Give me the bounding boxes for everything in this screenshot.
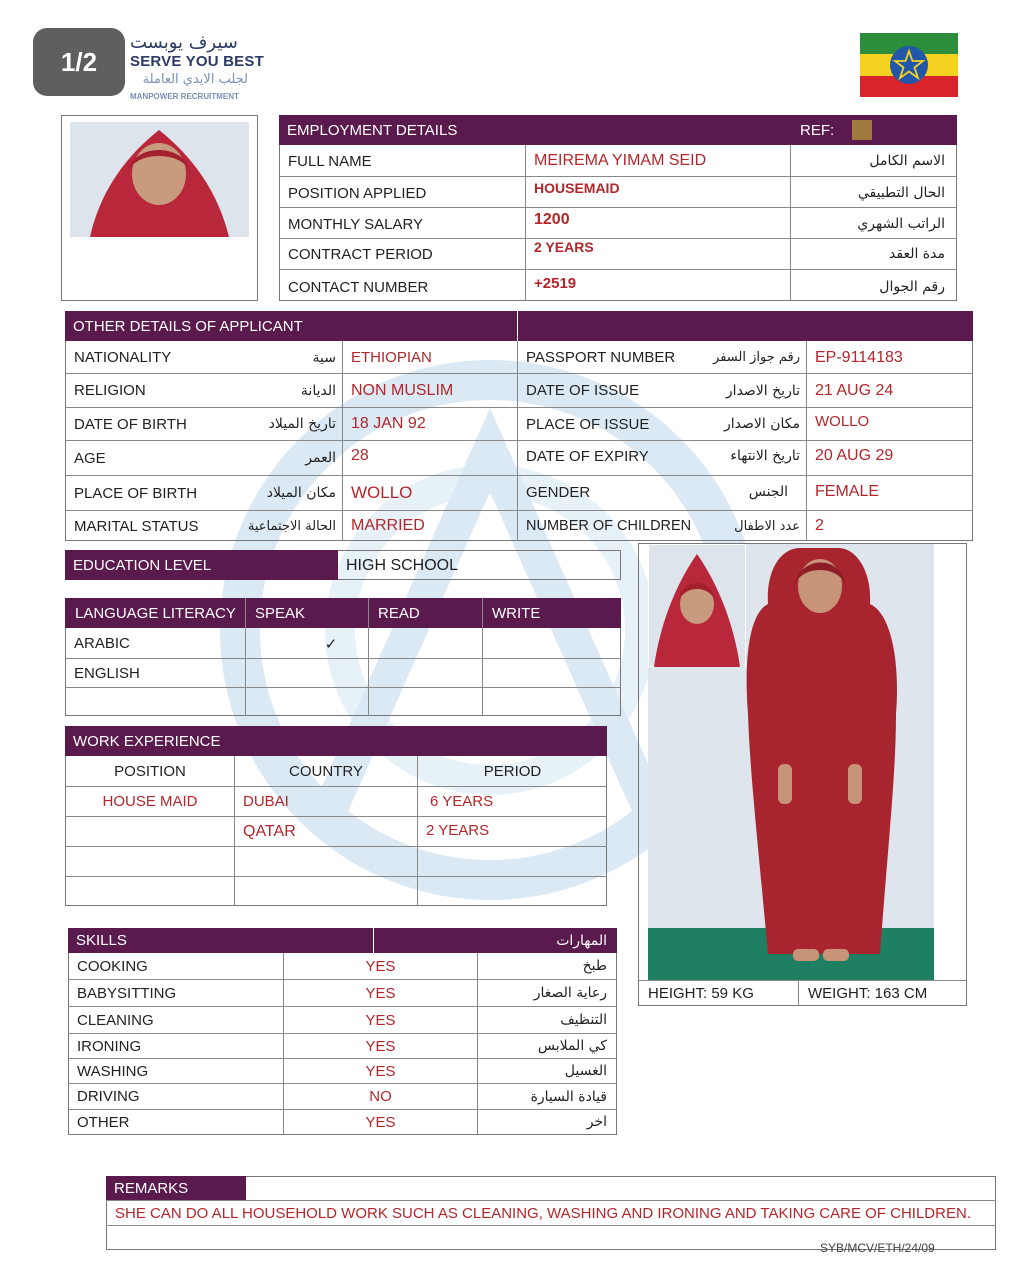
monthly-salary-label: MONTHLY SALARY bbox=[288, 215, 424, 233]
logo-arabic: سيرف يوبست bbox=[130, 32, 238, 53]
employment-header-label: EMPLOYMENT DETAILS bbox=[287, 121, 458, 139]
applicant-headshot-photo bbox=[70, 122, 249, 237]
place-of-birth-value: WOLLO bbox=[351, 483, 413, 502]
position-applied-value: HOUSEMAID bbox=[534, 180, 620, 196]
full-name-arabic: الاسم الكامل bbox=[869, 153, 945, 169]
religion-label: RELIGION bbox=[74, 382, 146, 399]
skill-ironing-label: IRONING bbox=[77, 1037, 142, 1055]
work-col-position: POSITION bbox=[114, 763, 186, 780]
date-of-expiry-label: DATE OF EXPIRY bbox=[526, 447, 649, 465]
number-of-children-arabic: عدد الاطفال bbox=[734, 518, 800, 534]
contact-number-value: +2519 bbox=[534, 274, 577, 292]
skill-driving-value: NO bbox=[369, 1088, 392, 1105]
date-of-issue-arabic: تاريخ الاصدار bbox=[725, 382, 800, 399]
applicant-full-body-photo bbox=[648, 544, 934, 980]
religion-value: NON MUSLIM bbox=[351, 381, 454, 399]
height-measurement: HEIGHT: 59 KG bbox=[648, 985, 754, 1002]
gender-value: FEMALE bbox=[815, 483, 880, 500]
marital-status-label: MARITAL STATUS bbox=[74, 517, 199, 535]
language-header bbox=[65, 598, 621, 628]
passport-number-label: PASSPORT NUMBER bbox=[526, 349, 676, 366]
language-header-speak: SPEAK bbox=[255, 604, 306, 622]
work-row1-country: DUBAI bbox=[243, 793, 289, 810]
position-applied-label: POSITION APPLIED bbox=[288, 184, 427, 202]
place-of-issue-arabic: مكان الاصدار bbox=[724, 416, 800, 432]
date-of-birth-label: DATE OF BIRTH bbox=[74, 415, 187, 433]
date-of-expiry-value: 20 AUG 29 bbox=[815, 447, 894, 464]
number-of-children-value: 2 bbox=[815, 517, 824, 534]
date-of-birth-arabic: تاريخ الميلاد bbox=[268, 416, 336, 432]
place-of-issue-label: PLACE OF ISSUE bbox=[526, 415, 650, 433]
skill-babysitting-label: BABYSITTING bbox=[77, 984, 177, 1002]
work-experience-header-label: WORK EXPERIENCE bbox=[73, 732, 221, 750]
marital-status-value: MARRIED bbox=[351, 517, 425, 534]
nationality-arabic: سية bbox=[312, 349, 336, 366]
weight-measurement: WEIGHT: 163 CM bbox=[808, 985, 928, 1002]
language-header-read: READ bbox=[378, 604, 420, 622]
remarks-header-label: REMARKS bbox=[114, 1179, 189, 1197]
skill-cooking-value: YES bbox=[365, 957, 396, 975]
other-details-header-label: OTHER DETAILS OF APPLICANT bbox=[73, 317, 303, 335]
passport-number-arabic: رقم جواز السفر bbox=[713, 350, 800, 365]
logo-arabic-sub: لجلب الايدي العاملة bbox=[142, 72, 248, 87]
nationality-label: NATIONALITY bbox=[74, 349, 172, 366]
contract-period-value: 2 YEARS bbox=[534, 239, 594, 255]
ethiopia-flag-icon bbox=[860, 33, 958, 97]
education-label-cell bbox=[65, 550, 338, 580]
language-english-label: ENGLISH bbox=[74, 664, 140, 682]
contact-number-label: CONTACT NUMBER bbox=[288, 278, 429, 296]
remarks-text: SHE CAN DO ALL HOUSEHOLD WORK SUCH AS CLEANING, WASHING AND IRONING AND TAKING CARE OF CHILDREN. bbox=[115, 1204, 971, 1222]
page-counter: 1/2 bbox=[33, 28, 125, 96]
age-arabic: العمر bbox=[305, 450, 336, 466]
gender-arabic: الجنس bbox=[748, 484, 788, 500]
work-row2-country: QATAR bbox=[243, 823, 296, 840]
work-row2-period: 2 YEARS bbox=[426, 821, 490, 839]
skill-cleaning-label: CLEANING bbox=[77, 1011, 154, 1029]
contract-period-label: CONTRACT PERIOD bbox=[288, 245, 433, 263]
skill-other-label: OTHER bbox=[77, 1113, 130, 1131]
place-of-issue-value: WOLLO bbox=[815, 412, 870, 430]
skill-cleaning-arabic: التنظيف bbox=[560, 1012, 607, 1028]
skill-washing-arabic: الغسيل bbox=[564, 1063, 607, 1079]
marital-status-arabic: الحالة الاجتماعية bbox=[247, 518, 336, 534]
skill-cleaning-value: YES bbox=[365, 1011, 396, 1029]
date-of-issue-value: 21 AUG 24 bbox=[815, 381, 894, 399]
work-col-period: PERIOD bbox=[483, 763, 542, 780]
skill-cooking-arabic: طبخ bbox=[582, 958, 607, 974]
remarks-header bbox=[106, 1176, 246, 1200]
education-value: HIGH SCHOOL bbox=[346, 556, 459, 574]
work-row1-position: HOUSE MAID bbox=[102, 793, 198, 810]
skill-washing-label: WASHING bbox=[77, 1062, 149, 1080]
full-name-label: FULL NAME bbox=[288, 152, 372, 170]
skill-ironing-value: YES bbox=[365, 1037, 396, 1055]
date-of-expiry-arabic: تاريخ الانتهاء bbox=[730, 448, 800, 464]
ref-value-box bbox=[852, 120, 872, 140]
logo-english-sub: MANPOWER RECRUITMENT bbox=[130, 92, 239, 101]
age-label: AGE bbox=[74, 449, 106, 467]
passport-number-value: EP-9114183 bbox=[815, 348, 903, 366]
language-arabic-speak: ✓ bbox=[324, 635, 338, 653]
contact-number-arabic: رقم الجوال bbox=[879, 279, 945, 295]
skill-babysitting-value: YES bbox=[365, 984, 396, 1002]
education-label: EDUCATION LEVEL bbox=[73, 556, 212, 574]
date-of-issue-label: DATE OF ISSUE bbox=[526, 382, 640, 399]
work-col-country: COUNTRY bbox=[289, 763, 363, 780]
logo-english: SERVE YOU BEST bbox=[130, 53, 264, 70]
skill-other-arabic: اخر bbox=[586, 1114, 607, 1130]
work-row1-period: 6 YEARS bbox=[430, 793, 494, 810]
skill-driving-arabic: قيادة السيارة bbox=[530, 1088, 607, 1105]
full-name-value: MEIREMA YIMAM SEID bbox=[534, 152, 707, 169]
footer-code: SYB/MCV/ETH/24/09 bbox=[820, 1241, 935, 1255]
skills-header-arabic: المهارات bbox=[556, 932, 607, 949]
language-arabic-label: ARABIC bbox=[74, 635, 130, 652]
work-experience-header bbox=[65, 726, 607, 756]
ref-label: REF: bbox=[800, 121, 835, 139]
place-of-birth-label: PLACE OF BIRTH bbox=[74, 484, 198, 502]
skills-header-label: SKILLS bbox=[76, 932, 127, 949]
place-of-birth-arabic: مكان الميلاد bbox=[266, 485, 336, 501]
language-header-literacy: LANGUAGE LITERACY bbox=[75, 604, 236, 622]
skill-other-value: YES bbox=[365, 1113, 396, 1131]
skill-cooking-label: COOKING bbox=[77, 957, 148, 975]
position-applied-arabic: الحال التطبيقي bbox=[857, 185, 945, 201]
skill-driving-label: DRIVING bbox=[77, 1088, 140, 1105]
contract-period-arabic: مدة العقد bbox=[889, 246, 945, 262]
number-of-children-label: NUMBER OF CHILDREN bbox=[526, 518, 692, 534]
age-value: 28 bbox=[351, 447, 369, 464]
monthly-salary-value: 1200 bbox=[534, 211, 570, 228]
language-header-write: WRITE bbox=[492, 604, 541, 622]
skill-babysitting-arabic: رعاية الصغار bbox=[533, 985, 607, 1001]
religion-arabic: الديانة bbox=[300, 382, 336, 399]
gender-label: GENDER bbox=[526, 483, 591, 501]
monthly-salary-arabic: الراتب الشهري bbox=[857, 216, 945, 232]
other-details-header bbox=[65, 311, 973, 341]
skill-washing-value: YES bbox=[365, 1062, 396, 1080]
skill-ironing-arabic: كي الملابس bbox=[537, 1038, 607, 1054]
nationality-value: ETHIOPIAN bbox=[351, 349, 432, 366]
date-of-birth-value: 18 JAN 92 bbox=[351, 415, 426, 432]
